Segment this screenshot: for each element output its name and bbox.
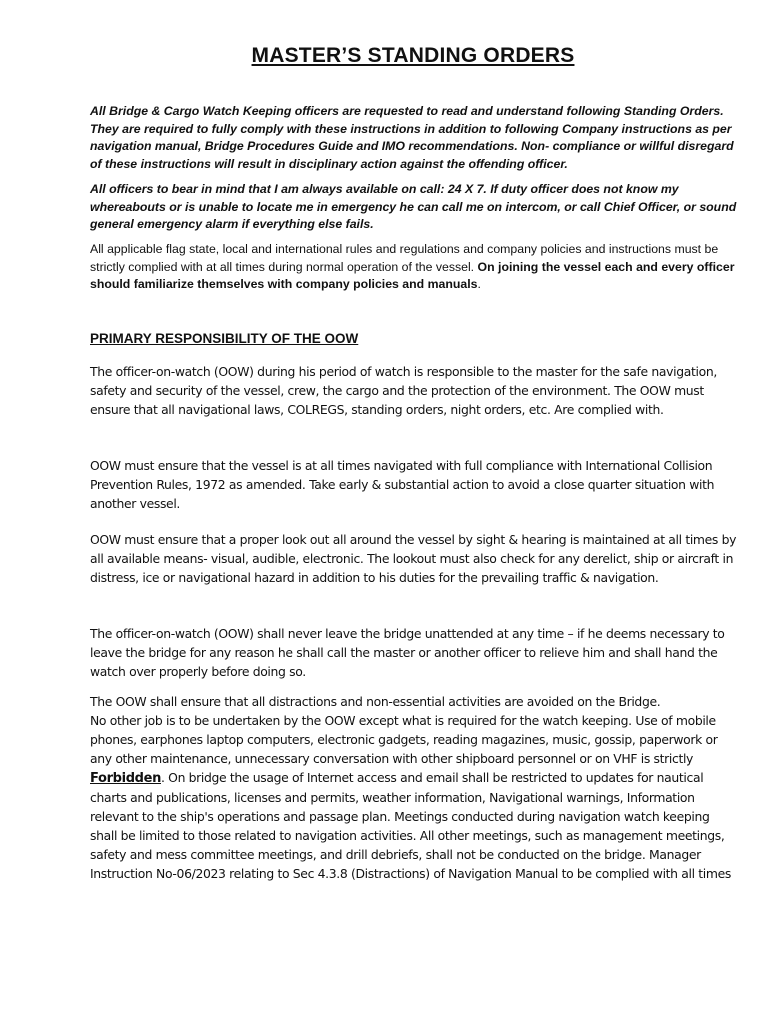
- rules-bold-text: On joining the vessel each and every officer should familiarize themselves with company policies and manuals: [90, 259, 735, 291]
- responsibility-paragraph-3: OOW must ensure that a proper look out all around the vessel by sight & hearing is maintained at all times by all available means- visual, audible, electronic. The lookout must also check for any derelict, ship or aircraft in distress, ice or navigational hazard in addition to his duties for the prevailing traffic & navigation.: [90, 532, 737, 585]
- responsibility-paragraph-5: [90, 692, 738, 883]
- responsibility-paragraph-4: The officer-on-watch (OOW) shall never leave the bridge unattended at any time – if he deems necessary to leave the bridge for any reason he shall call the master or another officer to relieve him and shall hand the watch over properly before doing so.: [90, 626, 725, 679]
- responsibility-paragraph-1: The officer-on-watch (OOW) during his period of watch is responsible to the master for the safe navigation, safety and security of the vessel, crew, the cargo and the protection of the environment. The OOW must ensure that all navigational laws, COLREGS, standing orders, night orders, etc. Are complied with.: [90, 364, 717, 417]
- rules-paragraph: [90, 241, 738, 294]
- intro-paragraph-2: All officers to bear in mind that I am always available on call: 24 X 7. If duty officer does not know my whereabouts or is unable to locate me in emergency he can call me on intercom, or call Chief Officer, or sound general emergency alarm if everything else fails.: [90, 182, 737, 231]
- distractions-text-a: No other job is to be undertaken by the OOW except what is required for the watch keeping. Use of mobile phones, earphones laptop computers, electronic gadgets, reading magazines, music, gossip, paperwork or any other maintenance, unnecessary conversation with other shipboard personnel or on VHF is strictly: [90, 713, 718, 766]
- distractions-text-b: . On bridge the usage of Internet access and email shall be restricted to updates for nautical charts and publications, licenses and permits, weather information, Navigational warnings, Information relevant to the ship's operations and passage plan. Meetings conducted during navigation watch keeping shall be limited to those related to navigation activities. All other meetings, such as management meetings, safety and mess committee meetings, and drill debriefs, shall not be conducted on the bridge. Manager Instruction No-06/2023 relating to Sec 4.3.8 (Distractions) of Navigation Manual to be complied with all times: [90, 770, 731, 881]
- rules-text: All applicable flag state, local and international rules and regulations and company policies and instructions must be strictly complied with at all times during normal operation of the vessel.: [90, 242, 719, 274]
- intro-paragraph-1: All Bridge & Cargo Watch Keeping officers are requested to read and understand following Standing Orders. They are required to fully comply with these instructions in addition to following Company instructions as per navigation manual, Bridge Procedures Guide and IMO recommendations. Non- compliance or willful disregard of these instructions will result in disciplinary action against the offending officer.: [90, 104, 734, 171]
- page-title: MASTER’S STANDING ORDERS: [251, 44, 575, 67]
- responsibility-paragraph-2: OOW must ensure that the vessel is at all times navigated with full compliance with International Collision Prevention Rules, 1972 as amended. Take early & substantial action to avoid a close quarter situation with another vessel.: [90, 458, 715, 511]
- distractions-intro-line: The OOW shall ensure that all distractions and non-essential activities are avoided on the Bridge.: [90, 694, 661, 709]
- forbidden-emphasis: Forbidden: [90, 771, 161, 786]
- rules-end: .: [477, 277, 481, 291]
- distractions-body: [90, 711, 738, 883]
- section-heading: PRIMARY RESPONSIBILITY OF THE OOW: [90, 331, 359, 346]
